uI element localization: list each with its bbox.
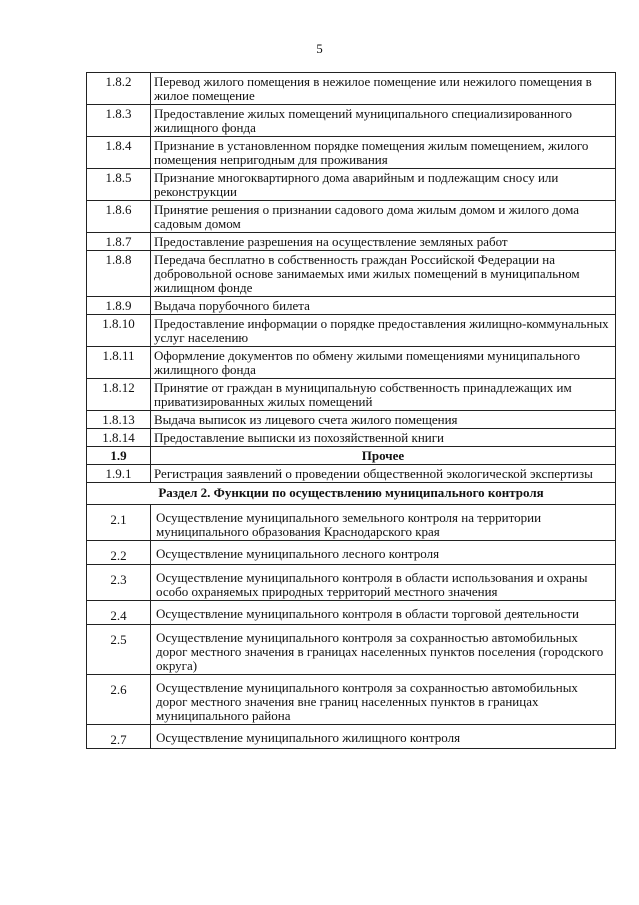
row-text: Осуществление муниципального контроля в области использования и охраны особо охраняемых природных территорий местного значения [151,565,616,601]
row-text: Выдача выписок из лицевого счета жилого помещения [151,411,616,429]
row-text: Осуществление муниципального контроля за сохранностью автомобильных дорог местного значения вне границ населенных пунктов в границах муниципального района [151,675,616,725]
row-number: 1.8.7 [87,233,151,251]
row-number: 2.6 [87,675,151,725]
table-row [87,675,616,725]
row-text: Принятие решения о признании садового дома жилым домом и жилого дома садовым домом [151,201,616,233]
row-number: 1.8.3 [87,105,151,137]
row-number: 1.8.8 [87,251,151,297]
row-number: 2.4 [87,601,151,625]
table-row [87,565,616,601]
row-text: Принятие от граждан в муниципальную собственность принадлежащих им приватизированных жилых помещений [151,379,616,411]
row-text: Выдача порубочного билета [151,297,616,315]
row-text: Признание в установленном порядке помещения жилым помещением, жилого помещения непригодным для проживания [151,137,616,169]
row-number: 2.3 [87,565,151,601]
row-number: 2.1 [87,505,151,541]
row-number: 1.8.9 [87,297,151,315]
table-row [87,315,616,347]
row-text: Предоставление жилых помещений муниципального специализированного жилищного фонда [151,105,616,137]
section-heading-row [87,483,616,505]
table-row [87,251,616,297]
section-2-title: Раздел 2. Функции по осуществлению муниципального контроля [87,483,616,505]
table-row [87,601,616,625]
table-row [87,297,616,315]
row-text: Осуществление муниципального лесного контроля [151,541,616,565]
row-text: Передача бесплатно в собственность граждан Российской Федерации на добровольной основе занимаемых ими жилых помещений в муниципальном жилищном фонде [151,251,616,297]
row-number: 2.2 [87,541,151,565]
row-number: 2.7 [87,725,151,749]
row-text: Осуществление муниципального жилищного контроля [151,725,616,749]
row-text: Оформление документов по обмену жилыми помещениями муниципального жилищного фонда [151,347,616,379]
row-number: 1.8.13 [87,411,151,429]
table-row [87,429,616,447]
row-number: 1.8.4 [87,137,151,169]
table-row [87,137,616,169]
functions-table [86,72,616,749]
row-number: 1.8.2 [87,73,151,105]
row-text: Предоставление информации о порядке предоставления жилищно-коммунальных услуг населению [151,315,616,347]
row-number: 1.8.11 [87,347,151,379]
table-row [87,379,616,411]
table-row [87,625,616,675]
row-text: Осуществление муниципального контроля в области торговой деятельности [151,601,616,625]
table-row [87,347,616,379]
table-row [87,73,616,105]
subsection-title: Прочее [151,447,616,465]
table-row [87,233,616,251]
row-number: 1.8.10 [87,315,151,347]
table-row [87,505,616,541]
row-text: Признание многоквартирного дома аварийным и подлежащим сносу или реконструкции [151,169,616,201]
row-text: Предоставление разрешения на осуществление земляных работ [151,233,616,251]
row-number: 2.5 [87,625,151,675]
table-row [87,169,616,201]
table-row [87,725,616,749]
row-text: Предоставление выписки из похозяйственной книги [151,429,616,447]
row-text: Осуществление муниципального земельного контроля на территории муниципального образования Краснодарского края [151,505,616,541]
row-number: 1.8.14 [87,429,151,447]
row-text: Регистрация заявлений о проведении общественной экологической экспертизы [151,465,616,483]
row-number: 1.8.6 [87,201,151,233]
row-text: Перевод жилого помещения в нежилое помещение или нежилого помещения в жилое помещение [151,73,616,105]
table-row [87,465,616,483]
subsection-number: 1.9 [87,447,151,465]
row-number: 1.8.5 [87,169,151,201]
subsection-heading-row [87,447,616,465]
table-row [87,201,616,233]
row-number: 1.9.1 [87,465,151,483]
row-number: 1.8.12 [87,379,151,411]
page-number: 5 [316,41,323,56]
table-row [87,105,616,137]
table-row [87,541,616,565]
row-text: Осуществление муниципального контроля за сохранностью автомобильных дорог местного значения в границах населенных пунктов поселения (городского округа) [151,625,616,675]
table-row [87,411,616,429]
